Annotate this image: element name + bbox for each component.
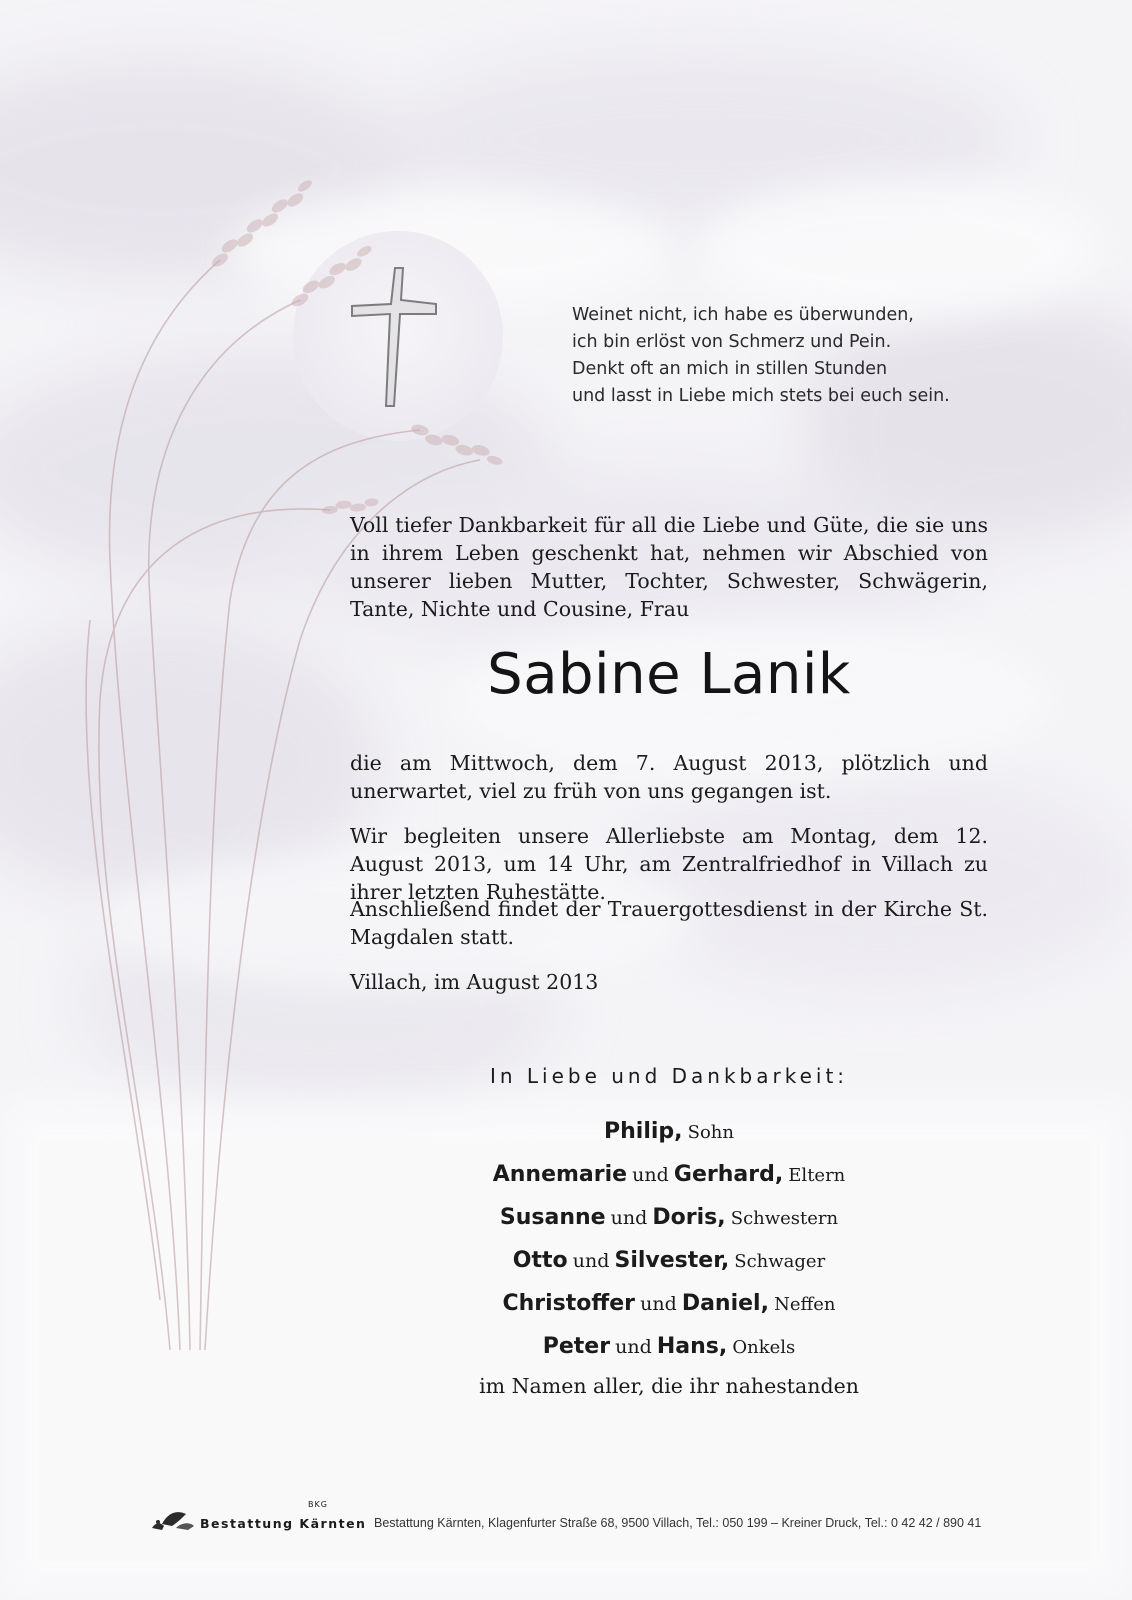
mourners-closing: im Namen aller, die ihr nahestanden — [479, 1374, 859, 1398]
mourner-conjunction: und — [572, 1250, 610, 1272]
mourner-name: Christoffer — [502, 1291, 635, 1316]
bird-logo-icon — [148, 1500, 200, 1536]
mourner-name: Annemarie — [492, 1162, 628, 1187]
mourner-line: Christoffer und Daniel, Neffen — [502, 1291, 836, 1316]
mourner-relation: Neffen — [774, 1294, 836, 1315]
mourner-line: Philip, Sohn — [604, 1119, 734, 1144]
mourner-name: Susanne — [499, 1205, 606, 1230]
poem — [572, 302, 952, 410]
place-date: Villach, im August 2013 — [350, 970, 599, 994]
mourner-relation: Schwager — [734, 1251, 826, 1272]
company-logo — [148, 1500, 367, 1536]
mourner-relation: Sohn — [687, 1122, 734, 1143]
mourner-relation: Eltern — [788, 1165, 846, 1186]
mourner-name: Hans — [656, 1334, 719, 1359]
mourner-line: Susanne und Doris, Schwestern — [499, 1205, 839, 1230]
poem-line: Denkt oft an mich in stillen Stunden — [572, 359, 888, 379]
deceased-name: Sabine Lanik — [487, 642, 851, 707]
mourner-conjunction: und — [632, 1164, 669, 1186]
mourner-name: Silvester — [614, 1248, 721, 1273]
mourners-heading: In Liebe und Dankbarkeit: — [489, 1064, 849, 1088]
mourner-name: Otto — [512, 1248, 568, 1273]
mourner-line: Peter und Hans, Onkels — [542, 1334, 796, 1359]
mourner-relation: Schwestern — [730, 1208, 839, 1229]
mourner-name: Peter — [542, 1334, 611, 1359]
service-text: Anschließend findet der Trauergottesdienst in der Kirche St. Magdalen statt. — [350, 897, 988, 949]
poem-line: ich bin erlöst von Schmerz und Pein. — [572, 332, 892, 352]
poem-line: und lasst in Liebe mich stets bei euch sein. — [572, 386, 950, 406]
mourner-relation: Onkels — [732, 1337, 796, 1358]
mourner-name: Gerhard — [673, 1162, 775, 1187]
funeral-text: Wir begleiten unsere Allerliebste am Montag, dem 12. August 2013, um 14 Uhr, am Zentralfriedhof in Villach zu ihrer letzten Ruhestätte. — [350, 824, 988, 904]
intro-text: Voll tiefer Dankbarkeit für all die Liebe und Güte, die sie uns in ihrem Leben geschenkt hat, nehmen wir Abschied von unserer lieben Mutter, Tochter, Schwester, Schwägerin, Tante, Nichte und Cousine, Frau — [350, 513, 988, 621]
mourners-list — [350, 1110, 988, 1368]
death-text: die am Mittwoch, dem 7. August 2013, plötzlich und unerwartet, viel zu früh von uns gegangen ist. — [350, 751, 988, 803]
mourner-conjunction: und — [640, 1293, 677, 1315]
mourner-line: Annemarie und Gerhard, Eltern — [492, 1162, 846, 1187]
mourner-name: Doris — [652, 1205, 718, 1230]
mourner-conjunction: und — [610, 1207, 648, 1229]
logo-text: Bestattung Kärnten — [200, 1516, 367, 1531]
mourner-line: Otto und Silvester, Schwager — [512, 1248, 826, 1273]
mourner-name: Philip — [604, 1119, 675, 1144]
poem-line: Weinet nicht, ich habe es überwunden, — [572, 305, 914, 325]
mourner-name: Daniel — [681, 1291, 761, 1316]
mourner-conjunction: und — [615, 1336, 652, 1358]
logo-small-text: BKG — [308, 1500, 328, 1509]
footer-info: Bestattung Kärnten, Klagenfurter Straße 68, 9500 Villach, Tel.: 050 199 – Kreiner Druck, Tel.: 0 42 42 / 890 41 — [374, 1516, 982, 1530]
